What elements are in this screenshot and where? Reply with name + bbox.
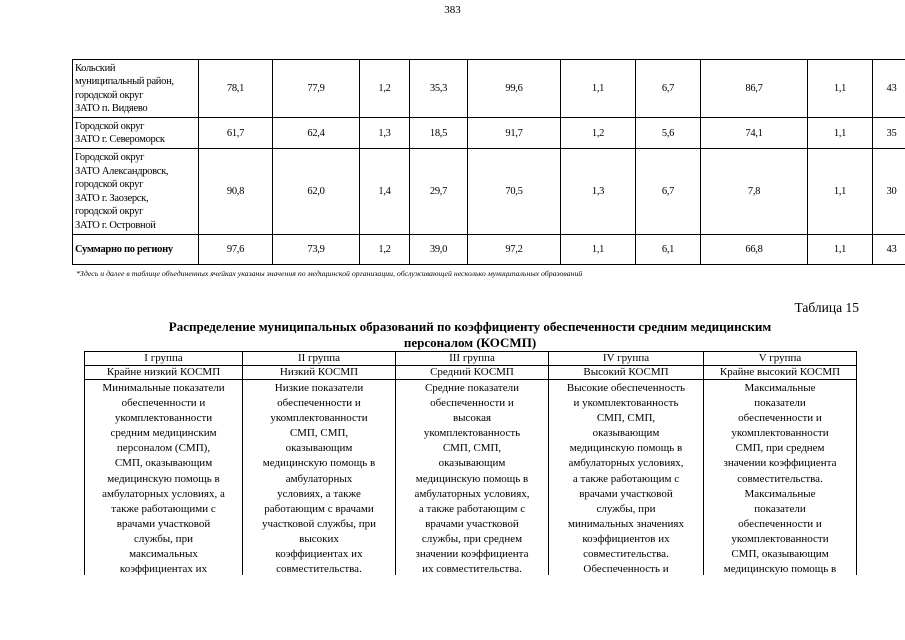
- cell-value: 1,4: [360, 149, 410, 235]
- cell-value: 1,1: [808, 118, 873, 149]
- table-row: [73, 149, 905, 235]
- cell-value: 97,2: [468, 235, 561, 265]
- cell-value: 1,1: [808, 149, 873, 235]
- region-name: Городской округ ЗАТО Александровск, городской округ ЗАТО г. Заозерск, городской округ ЗАТО г. Островной: [73, 149, 199, 235]
- cell-value: 5,6: [636, 118, 701, 149]
- cell-value: 1,1: [808, 235, 873, 265]
- cell-value: 6,7: [636, 60, 701, 118]
- description-cell: Максимальные показатели обеспеченности и укомплектованности СМП, при среднем значении коэффициента совместительства. Максимальные показатели обеспеченности и укомплектованности СМП, оказывающим медицинскую помощь в: [704, 380, 857, 578]
- region-name: Кольский муниципальный район, городской округ ЗАТО п. Видяево: [73, 60, 199, 118]
- level-cell: Крайне низкий КОСМП: [85, 366, 243, 380]
- group-header: V группа: [704, 352, 857, 366]
- cell-value: 1,2: [360, 235, 410, 265]
- description-cell: Минимальные показатели обеспеченности и укомплектованности средним медицинским персоналом (СМП), СМП, оказывающим медицинскую помощь в амбулаторных условиях, а также работающими с врачами участковой службы, при максимальных коэффициентах их: [85, 380, 243, 578]
- regional-indicators-table: [72, 59, 905, 265]
- cell-value: 74,1: [701, 118, 808, 149]
- description-row: [85, 380, 857, 578]
- total-row: [73, 235, 905, 265]
- cell-value: 70,5: [468, 149, 561, 235]
- level-cell: Средний КОСМП: [396, 366, 549, 380]
- cell-value: 6,7: [636, 149, 701, 235]
- cell-value: 18,5: [410, 118, 468, 149]
- level-cell: Крайне высокий КОСМП: [704, 366, 857, 380]
- group-header: I группа: [85, 352, 243, 366]
- table-title-line: персоналом (КОСМП): [403, 335, 537, 350]
- level-cell: Низкий КОСМП: [243, 366, 396, 380]
- group-header: III группа: [396, 352, 549, 366]
- description-cell: Высокие обеспеченность и укомплектованность СМП, СМП, оказывающим медицинскую помощь в амбулаторных условиях, а также работающим с врачами участковой службы, при минимальных значениях коэффициентов их совместительства. Обеспеченность и: [549, 380, 704, 578]
- cell-value: 73,9: [273, 235, 360, 265]
- cell-value: 1,2: [561, 118, 636, 149]
- cell-value: 1,3: [360, 118, 410, 149]
- cell-value: 78,1: [199, 60, 273, 118]
- table-row: [73, 118, 905, 149]
- cell-value: 62,4: [273, 118, 360, 149]
- cell-value: 1,1: [561, 235, 636, 265]
- footnote: *Здесь и далее в таблице объединенных ячейках указаны значения по медицинской организации, обслуживающей несколько муниципальных образований: [76, 269, 583, 278]
- table-title: [100, 319, 840, 351]
- cell-value: 77,9: [273, 60, 360, 118]
- table-label: Таблица 15: [794, 300, 859, 315]
- page-bottom-margin: [0, 575, 905, 640]
- page-number: 383: [444, 4, 461, 16]
- table-row: [73, 60, 905, 118]
- cell-value: 29,7: [410, 149, 468, 235]
- cell-value: 39,0: [410, 235, 468, 265]
- cell-value: 86,7: [701, 60, 808, 118]
- cell-value: 91,7: [468, 118, 561, 149]
- cell-value: 1,1: [561, 60, 636, 118]
- cell-value: 43: [873, 60, 905, 118]
- cell-value: 61,7: [199, 118, 273, 149]
- cell-value: 43: [873, 235, 905, 265]
- total-label: Суммарно по региону: [73, 235, 199, 265]
- cell-value: 97,6: [199, 235, 273, 265]
- description-cell: Средние показатели обеспеченности и высокая укомплектованность СМП, СМП, оказывающим медицинскую помощь в амбулаторных условиях, а также работающим с врачами участковой службы, при среднем значении коэффициента их совместительства.: [396, 380, 549, 578]
- cell-value: 6,1: [636, 235, 701, 265]
- cell-value: 90,8: [199, 149, 273, 235]
- description-cell: Низкие показатели обеспеченности и укомплектованности СМП, СМП, оказывающим медицинскую помощь в амбулаторных условиях, а также работающим с врачами участковой службы, при высоких коэффициентах их совместительства.: [243, 380, 396, 578]
- level-cell: Высокий КОСМП: [549, 366, 704, 380]
- cell-value: 35: [873, 118, 905, 149]
- group-header: IV группа: [549, 352, 704, 366]
- group-header: II группа: [243, 352, 396, 366]
- cell-value: 66,8: [701, 235, 808, 265]
- cell-value: 1,1: [808, 60, 873, 118]
- level-row: [85, 366, 857, 380]
- cell-value: 30: [873, 149, 905, 235]
- cosmp-distribution-table: [84, 351, 857, 578]
- table-title-line: Распределение муниципальных образований по коэффициенту обеспеченности средним медицинским: [168, 319, 772, 334]
- cell-value: 35,3: [410, 60, 468, 118]
- group-header-row: [85, 352, 857, 366]
- cell-value: 1,2: [360, 60, 410, 118]
- cell-value: 1,3: [561, 149, 636, 235]
- cell-value: 7,8: [701, 149, 808, 235]
- region-name: Городской округ ЗАТО г. Североморск: [73, 118, 199, 149]
- cell-value: 62,0: [273, 149, 360, 235]
- cell-value: 99,6: [468, 60, 561, 118]
